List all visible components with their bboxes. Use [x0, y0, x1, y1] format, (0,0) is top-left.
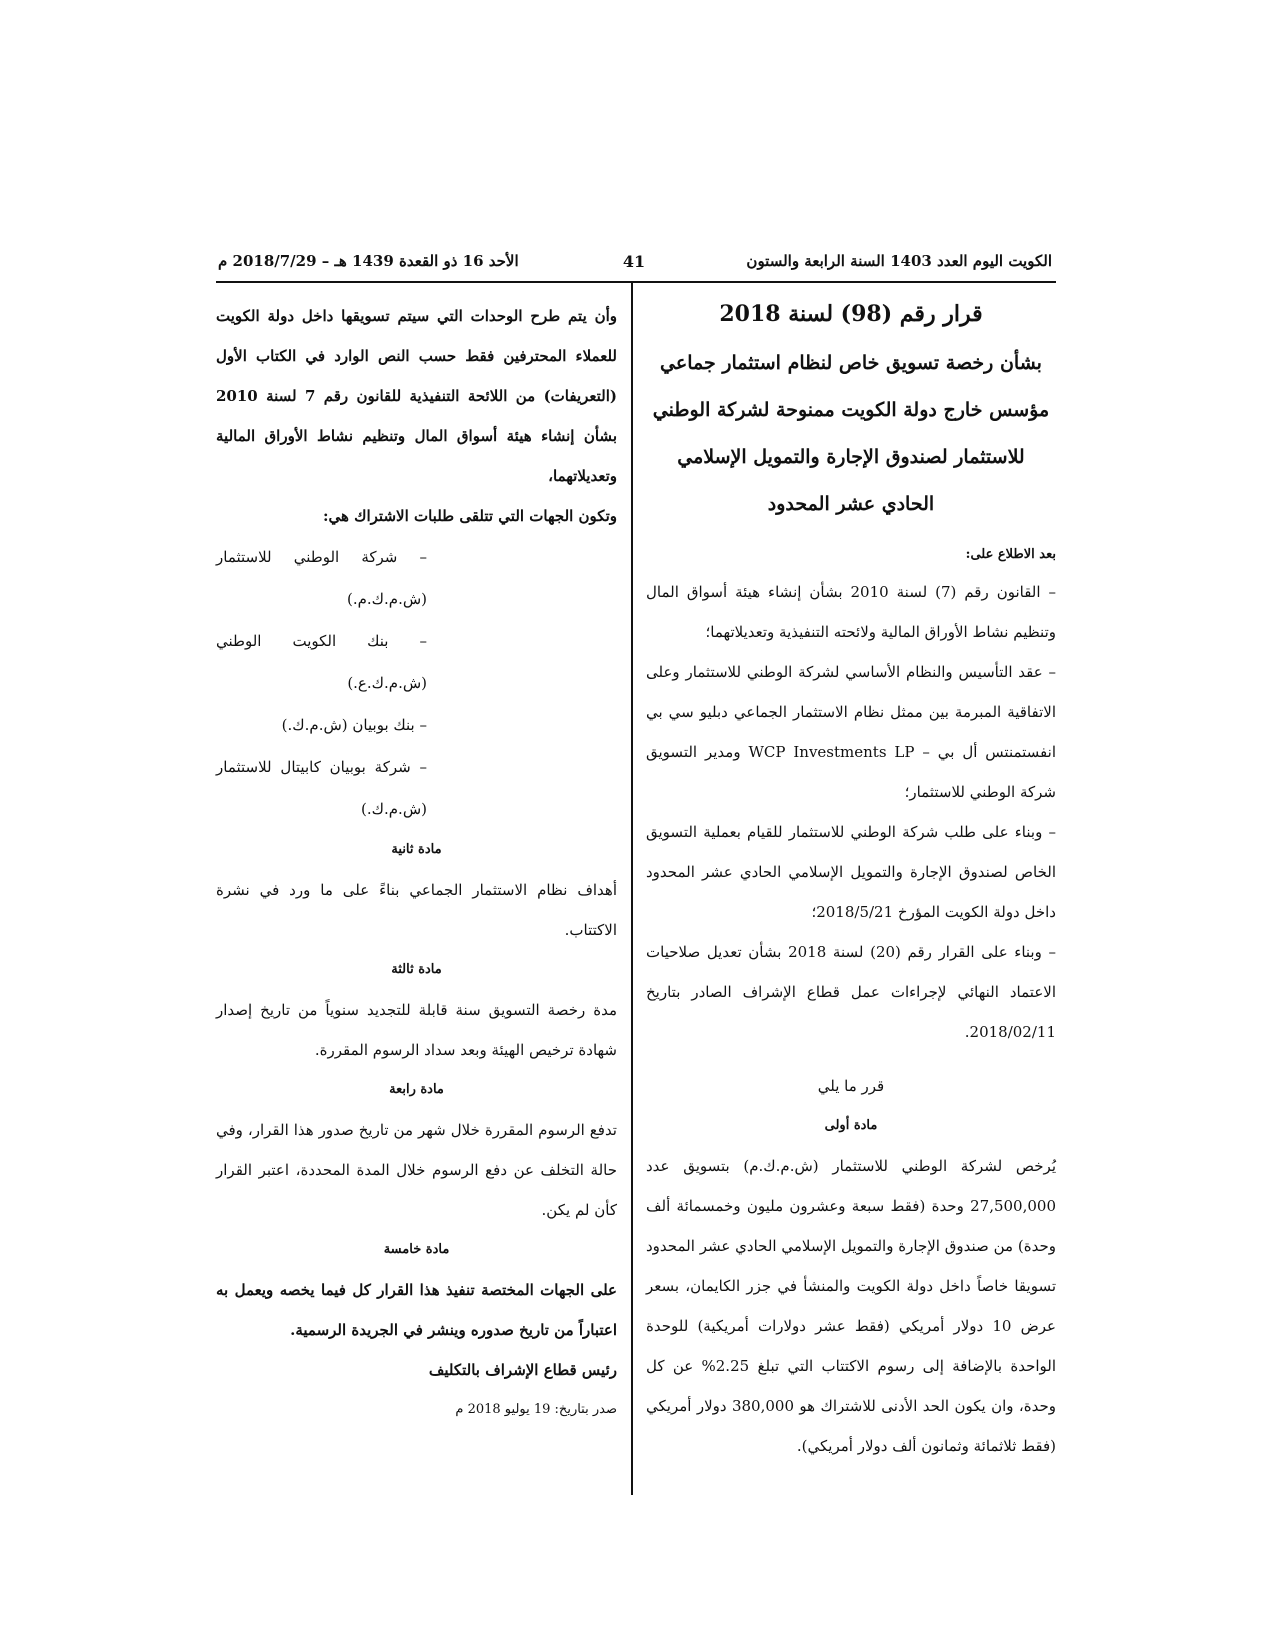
- decision-subtitle-line: بشأن رخصة تسويق خاص لنظام استثمار جماعي: [660, 352, 1042, 374]
- header-rule: [216, 281, 1056, 283]
- subscription-intro: وتكون الجهات التي تتلقى طلبات الاشتراك هي:: [322, 507, 617, 525]
- article-heading: مادة ثانية: [391, 842, 442, 857]
- recital: – عقد التأسيس والنظام الأساسي لشركة الوطني للاستثمار وعلى الاتفاقية المبرمة بين ممثل نظام الاستثمار الجماعي دبليو سي بي انفستمنتس أل بي – WCP Investments LP ومدير التسويق شركة الوطني للاستثمار؛: [646, 663, 1056, 801]
- header-publication: الكويت اليوم العدد 1403 السنة الرابعة والستون: [746, 252, 1052, 270]
- list-item: – بنك بوبيان (ش.م.ك.): [281, 716, 427, 734]
- recital: – وبناء على طلب شركة الوطني للاستثمار للقيام بعملية التسويق الخاص لصندوق الإجارة والتمويل الإسلامي الحادي عشر المحدود داخل دولة الكويت المؤرخ 2018/5/21؛: [646, 823, 1056, 921]
- recital: – وبناء على القرار رقم (20) لسنة 2018 بشأن تعديل صلاحيات الاعتماد النهائي لإجراءات عمل قطاع الإشراف الصادر بتاريخ 2018/02/11.: [646, 943, 1056, 1041]
- recitals-intro: بعد الاطلاع على:: [965, 547, 1056, 562]
- article-text: تدفع الرسوم المقررة خلال شهر من تاريخ صدور هذا القرار، وفي حالة التخلف عن دفع الرسوم خلال المدة المحددة، اعتبر القرار كأن لم يكن.: [216, 1121, 617, 1219]
- list-item: – شركة الوطني للاستثمار (ش.م.ك.م.): [216, 548, 427, 608]
- article-heading: مادة رابعة: [389, 1082, 444, 1097]
- article-heading: مادة ثالثة: [391, 962, 442, 977]
- decision-title: قرار رقم (98) لسنة 2018: [719, 301, 983, 327]
- article-heading: مادة أولى: [824, 1118, 878, 1133]
- column-divider: [631, 283, 633, 1495]
- right-column: [646, 296, 1056, 1466]
- issue-date: صدر بتاريخ: 19 يوليو 2018 م: [455, 1402, 617, 1417]
- signatory: رئيس قطاع الإشراف بالتكليف: [428, 1361, 617, 1379]
- left-column: [216, 296, 617, 1430]
- article-text: على الجهات المختصة تنفيذ هذا القرار كل فيما يخصه ويعمل به اعتباراً من تاريخ صدوره وينشر في الجريدة الرسمية.: [216, 1281, 617, 1339]
- header-page-number: 41: [622, 252, 646, 271]
- recital: – القانون رقم (7) لسنة 2010 بشأن إنشاء هيئة أسواق المال وتنظيم نشاط الأوراق المالية ولائحته التنفيذية وتعديلاتهما؛: [646, 583, 1056, 641]
- decision-label: قرر ما يلي: [817, 1077, 885, 1095]
- list-item: – بنك الكويت الوطني (ش.م.ك.ع.): [216, 632, 427, 692]
- list-item: – شركة بوبيان كابيتال للاستثمار (ش.م.ك.): [216, 758, 427, 818]
- article-text: أهداف نظام الاستثمار الجماعي بناءً على ما ورد في نشرة الاكتتاب.: [216, 881, 617, 939]
- decision-subtitle-line: للاستثمار لصندوق الإجارة والتمويل الإسلامي: [677, 446, 1025, 468]
- decision-subtitle-line: مؤسس خارج دولة الكويت ممنوحة لشركة الوطني: [652, 399, 1050, 421]
- article-heading: مادة خامسة: [383, 1242, 450, 1257]
- article-text: وأن يتم طرح الوحدات التي سيتم تسويقها داخل دولة الكويت للعملاء المحترفين فقط حسب النص الوارد في الكتاب الأول (التعريفات) من اللائحة التنفيذية للقانون رقم 7 لسنة 2010 بشأن إنشاء هيئة أسواق المال وتنظيم نشاط الأوراق المالية وتعديلاتهما،: [216, 307, 617, 485]
- decision-subtitle-line: الحادي عشر المحدود: [767, 493, 935, 515]
- article-text: يُرخص لشركة الوطني للاستثمار (ش.م.ك.م) بتسويق عدد 27,500,000 وحدة (فقط سبعة وعشرون مليون وخمسمائة ألف وحدة) من صندوق الإجارة والتمويل الإسلامي الحادي عشر المحدود تسويقا خاصاً داخل دولة الكويت والمنشأ في جزر الكايمان، بسعر عرض 10 دولار أمريكي (فقط عشر دولارات أمريكية) للوحدة الواحدة بالإضافة إلى رسوم الاكتتاب التي تبلغ 2.25% عن كل وحدة، وان يكون الحد الأدنى للاشتراك هو 380,000 دولار أمريكي (فقط ثلاثمائة وثمانون ألف دولار أمريكي).: [646, 1157, 1056, 1455]
- header-date: الأحد 16 ذو القعدة 1439 هـ – 2018/7/29 م: [218, 252, 519, 270]
- article-text: مدة رخصة التسويق سنة قابلة للتجديد سنوياً من تاريخ إصدار شهادة ترخيص الهيئة وبعد سداد الرسوم المقررة.: [216, 1001, 617, 1059]
